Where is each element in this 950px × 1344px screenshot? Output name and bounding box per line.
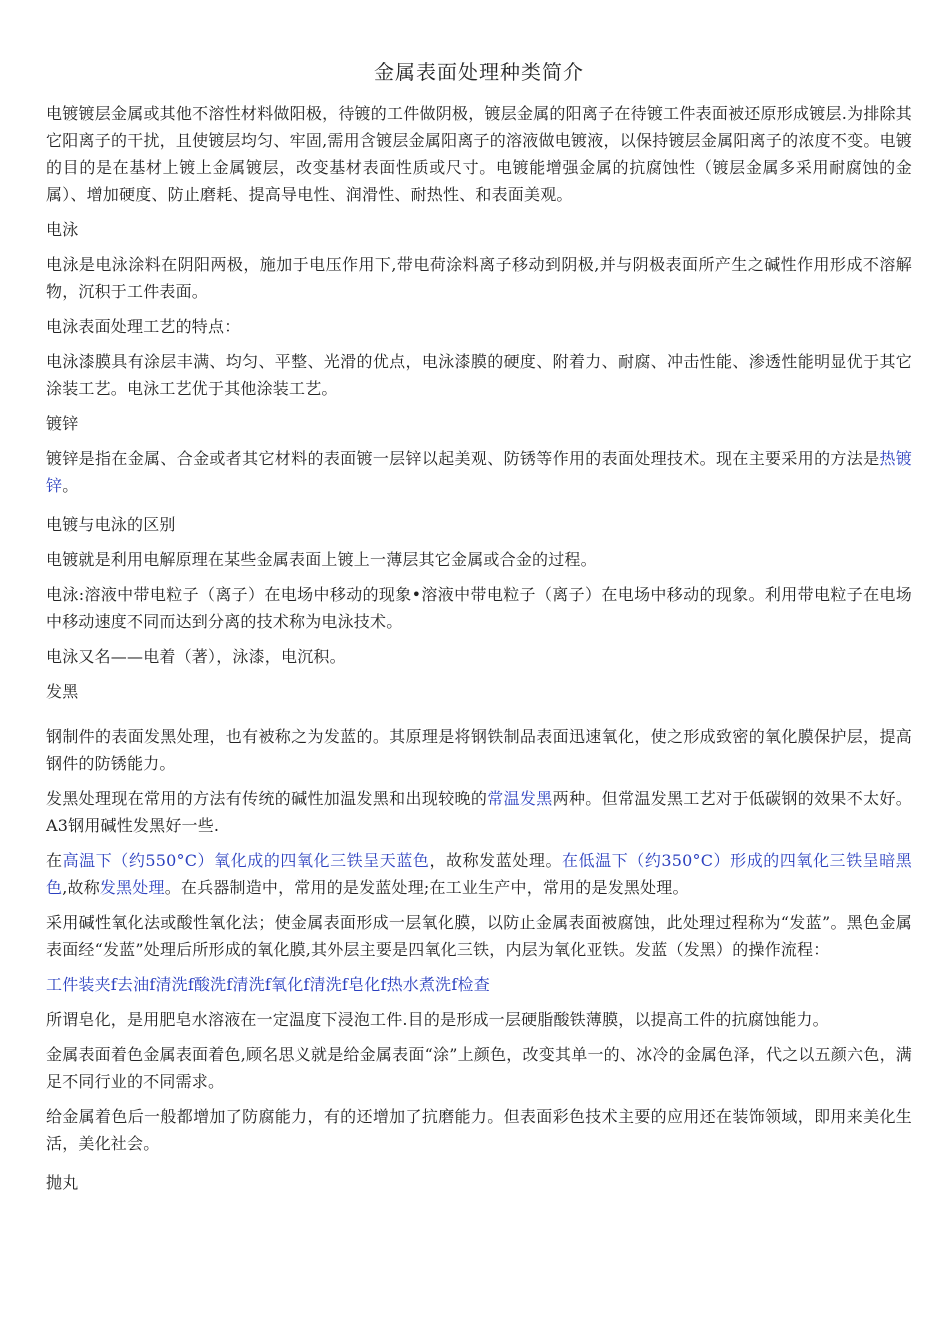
heading-blackening: 发黑 — [46, 682, 79, 701]
heading-features: 电泳表面处理工艺的特点： — [46, 317, 241, 336]
paragraph-electroplating: 电镀镀层金属或其他不溶性材料做阳极，待镀的工件做阴极，镀层金属的阳离子在待镀工件表面被还原形成镀层.为排除其它阳离子的干扰，且使镀层均匀、牢固,需用含镀层金属阳离子的溶液做电镀液，以保持镀层金属阳离子的浓度不变。电镀的目的是在基材上镀上金属镀层，改变基材表面性质或尺寸。电镀能增强金属的抗腐蚀性（镀层金属多采用耐腐蚀的金属）、增加硬度、防止磨耗、提高导电性、润滑性、耐热性、和表面美观。 — [46, 104, 912, 204]
blackening-methods-text-a: 发黑处理现在常用的方法有传统的碱性加温发黑和出现较晚的 — [46, 789, 488, 808]
paragraph-electrophoresis-definition: 电泳:溶液中带电粒子（离子）在电场中移动的现象•溶液中带电粒子（离子）在电场中移动的现象。利用带电粒子在电场中移动速度不同而达到分离的技术称为电泳技术。 — [46, 585, 912, 631]
bluing-text-c: ,故称 — [62, 878, 100, 897]
heading-difference: 电镀与电泳的区别 — [46, 515, 176, 534]
paragraph-blackening-methods — [46, 785, 912, 839]
paragraph-saponification: 所谓皂化，是用肥皂水溶液在一定温度下浸泡工件.目的是形成一层硬脂酸铁薄膜，以提高工件的抗腐蚀能力。 — [46, 1010, 829, 1029]
blackening-methods-text-b: 两种。但常温发黑工艺对于低碳钢的效果不太好。A3钢用碱性发黑好一些. — [46, 789, 912, 835]
paragraph-plating-definition: 电镀就是利用电解原理在某些金属表面上镀上一薄层其它金属或合金的过程。 — [46, 550, 597, 569]
page-title: 金属表面处理种类简介 — [374, 60, 584, 84]
bluing-text-b: ，故称发蓝处理。 — [429, 851, 563, 870]
heading-shot-blasting: 抛丸 — [46, 1173, 79, 1192]
paragraph-coloring-benefits: 给金属着色后一般都增加了防腐能力，有的还增加了抗磨能力。但表面彩色技术主要的应用还在装饰领域，即用来美化生活，美化社会。 — [46, 1107, 912, 1153]
galvanizing-text-b: 。 — [62, 476, 79, 495]
room-temp-blackening-link[interactable]: 常温发黑 — [487, 789, 553, 808]
heading-galvanizing: 镀锌 — [46, 414, 79, 433]
paragraph-blackening: 钢制件的表面发黑处理，也有被称之为发蓝的。其原理是将钢铁制品表面迅速氧化，使之形成致密的氧化膜保护层，提高钢件的防锈能力。 — [46, 727, 912, 773]
galvanizing-text-a: 镀锌是指在金属、合金或者其它材料的表面镀一层锌以起美观、防锈等作用的表面处理技术。现在主要采用的方法是 — [46, 449, 880, 468]
paragraph-galvanizing — [46, 445, 912, 499]
paragraph-electrophoresis: 电泳是电泳涂料在阴阳两极，施加于电压作用下,带电荷涂料离子移动到阴极,并与阴极表面所产生之碱性作用形成不溶解物，沉积于工件表面。 — [46, 255, 912, 301]
paragraph-coloring: 金属表面着色金属表面着色,顾名思义就是给金属表面“涂”上颜色，改变其单一的、冰冷的金属色泽，代之以五颜六色，满足不同行业的不同需求。 — [46, 1045, 912, 1091]
blackening-treatment-link[interactable]: 发黑处理 — [99, 878, 165, 897]
document-page — [46, 58, 912, 1196]
bluing-text-a: 在 — [46, 851, 63, 870]
low-temp-blackening-link[interactable]: 在低温下（约350°C）形成的四氧化三铁呈暗黑色 — [46, 851, 912, 897]
paragraph-bluing-temperature — [46, 847, 912, 901]
bluing-text-d: 。在兵器制造中，常用的是发蓝处理;在工业生产中，常用的是发黑处理。 — [164, 878, 689, 897]
hot-dip-galvanizing-link[interactable]: 热镀锌 — [46, 449, 912, 495]
paragraph-oxidation-method: 采用碱性氧化法或酸性氧化法；使金属表面形成一层氧化膜，以防止金属表面被腐蚀，此处理过程称为“发蓝”。黑色金属表面经“发蓝”处理后所形成的氧化膜,其外层主要是四氧化三铁，内层为氧化亚铁。发蓝（发黑）的操作流程： — [46, 913, 912, 959]
paragraph-features: 电泳漆膜具有涂层丰满、均匀、平整、光滑的优点，电泳漆膜的硬度、附着力、耐腐、冲击性能、渗透性能明显优于其它涂装工艺。电泳工艺优于其他涂装工艺。 — [46, 352, 912, 398]
heading-electrophoresis: 电泳 — [46, 220, 79, 239]
process-flow-link[interactable]: 工件装夹f去油f清洗f酸洗f清洗f氧化f清洗f皂化f热水煮洗f检查 — [46, 975, 490, 994]
high-temp-bluing-link[interactable]: 高温下（约550°C）氧化成的四氧化三铁呈天蓝色 — [62, 851, 430, 870]
paragraph-electrophoresis-aliases: 电泳又名——电着（著），泳漆，电沉积。 — [46, 647, 346, 666]
